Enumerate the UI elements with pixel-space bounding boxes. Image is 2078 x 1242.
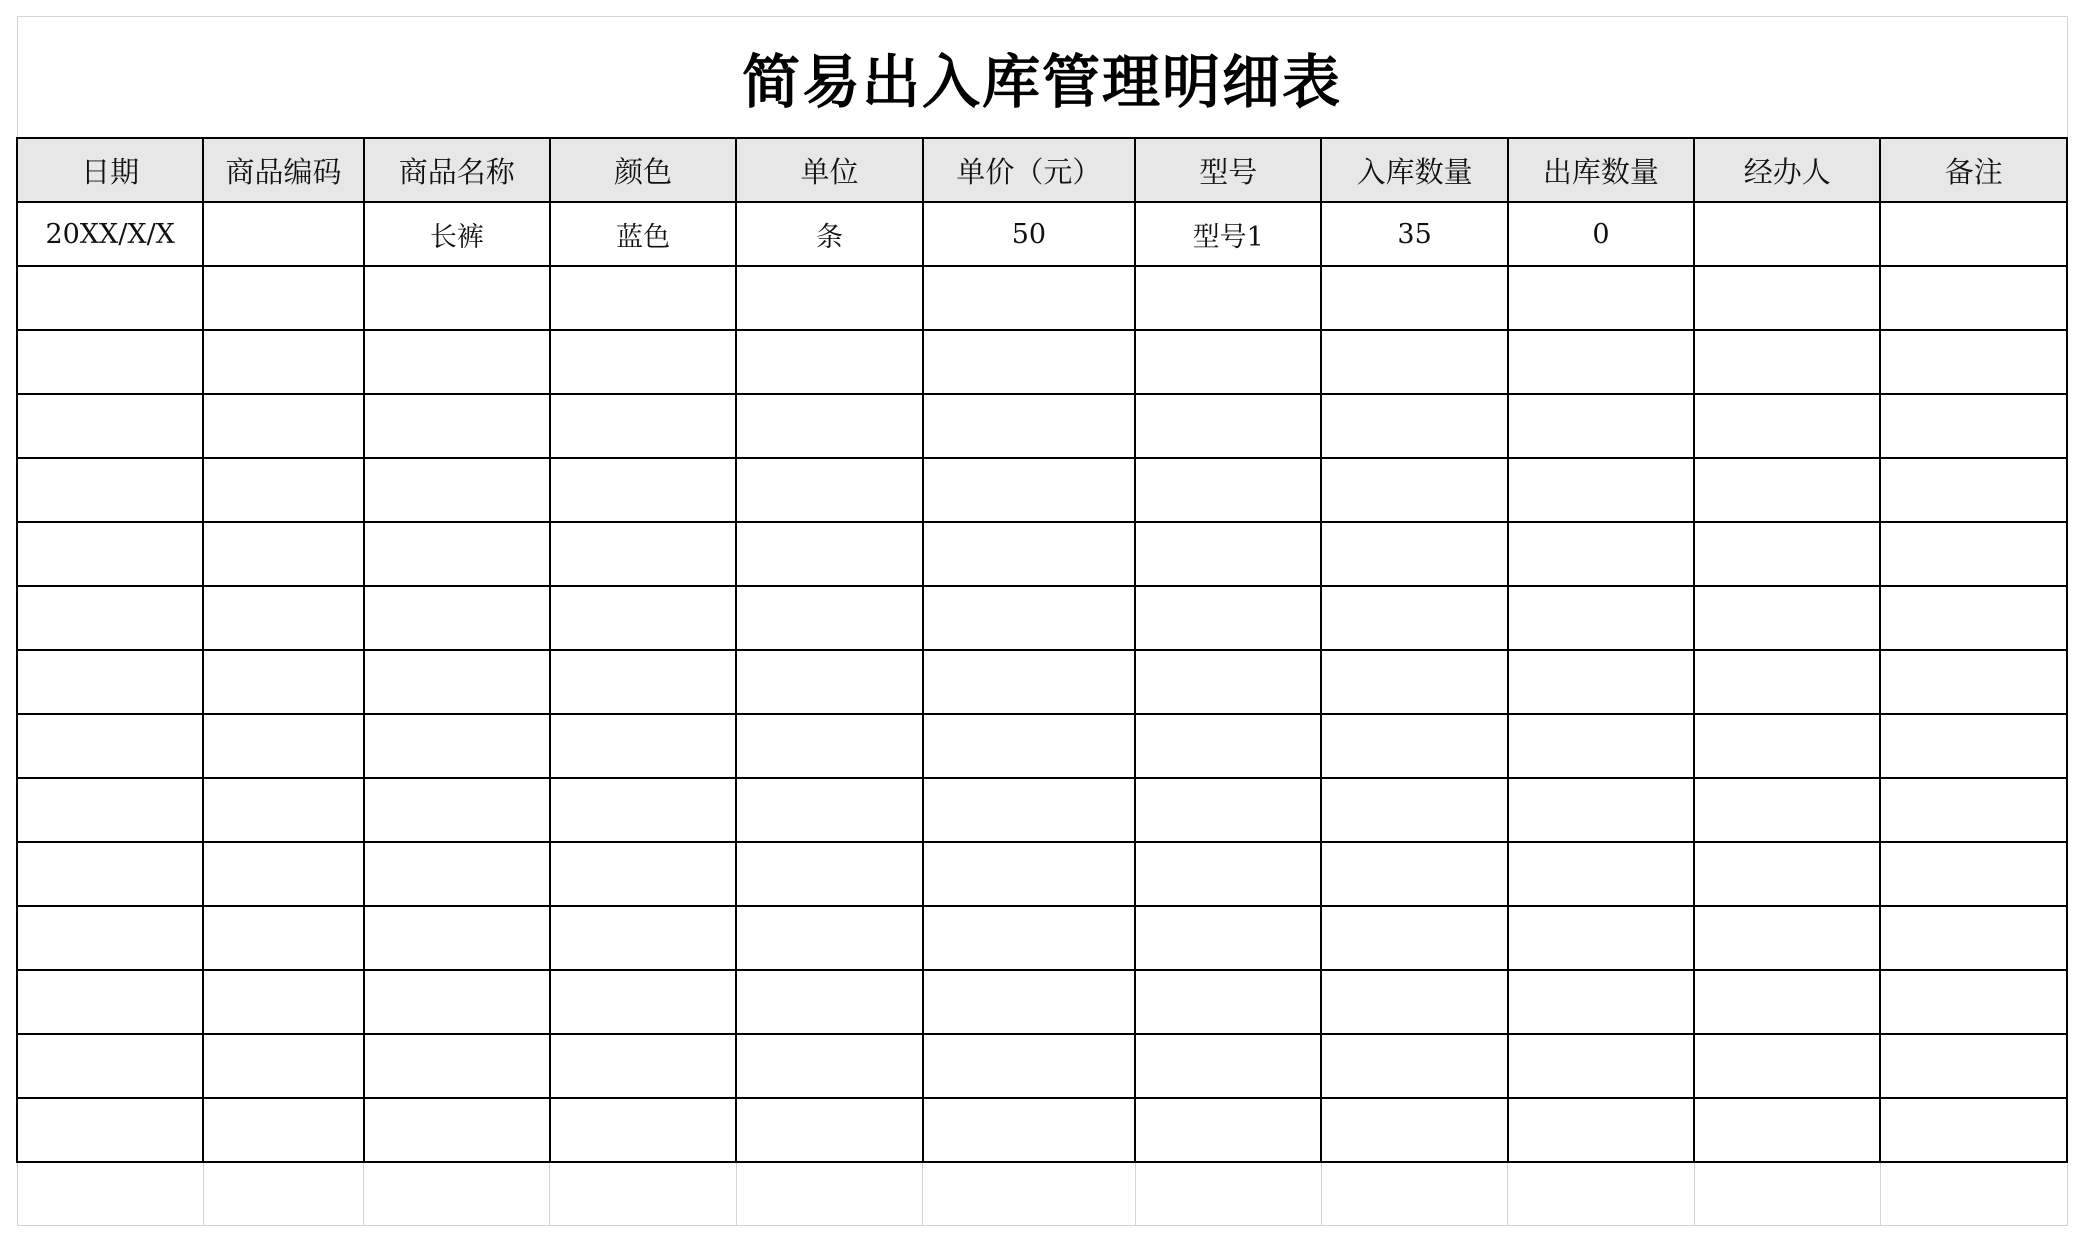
- table-cell[interactable]: [1508, 266, 1694, 330]
- table-cell[interactable]: [203, 906, 363, 970]
- table-cell[interactable]: [364, 1034, 550, 1098]
- column-header[interactable]: 入库数量: [1321, 138, 1507, 202]
- table-cell[interactable]: [736, 714, 922, 778]
- table-cell[interactable]: [203, 458, 363, 522]
- table-cell[interactable]: [1321, 650, 1507, 714]
- table-cell[interactable]: [17, 1034, 203, 1098]
- empty-table-row: [17, 714, 2067, 778]
- table-cell[interactable]: 20XX/X/X: [17, 202, 203, 266]
- table-cell[interactable]: [923, 1034, 1135, 1098]
- table-cell[interactable]: [1508, 714, 1694, 778]
- table-cell[interactable]: [364, 330, 550, 394]
- table-cell[interactable]: [923, 586, 1135, 650]
- table-cell[interactable]: [203, 970, 363, 1034]
- table-cell[interactable]: [364, 842, 550, 906]
- table-cell[interactable]: [1508, 778, 1694, 842]
- table-cell[interactable]: [364, 266, 550, 330]
- table-cell[interactable]: [1135, 714, 1321, 778]
- empty-table-row: [17, 586, 2067, 650]
- column-header[interactable]: 单位: [736, 138, 922, 202]
- table-cell[interactable]: [1321, 906, 1507, 970]
- grid-cell[interactable]: [364, 1162, 550, 1226]
- column-header[interactable]: 经办人: [1694, 138, 1880, 202]
- table-cell[interactable]: [1321, 394, 1507, 458]
- table-cell[interactable]: [364, 1098, 550, 1162]
- table-cell[interactable]: [550, 906, 736, 970]
- empty-table-row: [17, 650, 2067, 714]
- table-cell[interactable]: [736, 650, 922, 714]
- table-cell[interactable]: [203, 1098, 363, 1162]
- table-cell[interactable]: [1508, 906, 1694, 970]
- table-cell[interactable]: [1321, 330, 1507, 394]
- table-cell[interactable]: [1880, 714, 2067, 778]
- table-cell[interactable]: [1321, 970, 1507, 1034]
- table-cell[interactable]: [17, 650, 203, 714]
- table-cell[interactable]: [923, 906, 1135, 970]
- table-cell[interactable]: [1694, 650, 1880, 714]
- table-cell[interactable]: [1880, 202, 2067, 266]
- table-cell[interactable]: [1694, 714, 1880, 778]
- title-cell[interactable]: [17, 17, 2067, 139]
- table-cell[interactable]: [1508, 330, 1694, 394]
- table-cell[interactable]: [923, 458, 1135, 522]
- table-cell[interactable]: [923, 970, 1135, 1034]
- table-cell[interactable]: [550, 522, 736, 586]
- table-cell[interactable]: [1694, 1098, 1880, 1162]
- table-cell[interactable]: [1694, 266, 1880, 330]
- table-cell[interactable]: [203, 778, 363, 842]
- table-cell[interactable]: [1880, 1098, 2067, 1162]
- table-cell[interactable]: [1880, 458, 2067, 522]
- grid-cell[interactable]: [1508, 1162, 1694, 1226]
- table-cell[interactable]: [736, 266, 922, 330]
- table-cell[interactable]: [203, 1034, 363, 1098]
- table-cell[interactable]: [550, 1098, 736, 1162]
- table-cell[interactable]: [1135, 778, 1321, 842]
- table-cell[interactable]: [364, 394, 550, 458]
- table-cell[interactable]: [1135, 522, 1321, 586]
- table-cell[interactable]: [17, 970, 203, 1034]
- table-cell[interactable]: [550, 842, 736, 906]
- grid-cell[interactable]: [17, 1162, 203, 1226]
- table-cell[interactable]: [550, 458, 736, 522]
- table-cell[interactable]: [1880, 394, 2067, 458]
- table-cell[interactable]: [1694, 842, 1880, 906]
- table-cell[interactable]: [364, 778, 550, 842]
- grid-cell[interactable]: [1321, 1162, 1507, 1226]
- grid-cell[interactable]: [923, 1162, 1135, 1226]
- grid-cell[interactable]: [1880, 1162, 2067, 1226]
- table-cell[interactable]: [923, 266, 1135, 330]
- table-cell[interactable]: [1508, 1034, 1694, 1098]
- table-cell[interactable]: [550, 586, 736, 650]
- empty-table-row: [17, 970, 2067, 1034]
- table-cell[interactable]: [1880, 266, 2067, 330]
- table-cell[interactable]: [203, 330, 363, 394]
- column-header[interactable]: 商品编码: [203, 138, 363, 202]
- table-cell[interactable]: [1508, 458, 1694, 522]
- table-cell[interactable]: [736, 522, 922, 586]
- table-cell[interactable]: [550, 394, 736, 458]
- table-cell[interactable]: [364, 906, 550, 970]
- table-cell[interactable]: [1321, 1098, 1507, 1162]
- table-cell[interactable]: [203, 650, 363, 714]
- column-header[interactable]: 单价（元）: [923, 138, 1135, 202]
- table-cell[interactable]: [1694, 586, 1880, 650]
- table-cell[interactable]: [203, 522, 363, 586]
- table-cell[interactable]: [923, 522, 1135, 586]
- empty-table-row: [17, 522, 2067, 586]
- table-cell[interactable]: [736, 1098, 922, 1162]
- table-cell[interactable]: 0: [1508, 202, 1694, 266]
- table-cell[interactable]: [1321, 842, 1507, 906]
- empty-table-row: [17, 266, 2067, 330]
- grid-cell[interactable]: [736, 1162, 922, 1226]
- table-cell[interactable]: [736, 330, 922, 394]
- table-cell[interactable]: [736, 842, 922, 906]
- table-cell[interactable]: [1135, 458, 1321, 522]
- table-cell[interactable]: [17, 458, 203, 522]
- empty-table-row: [17, 906, 2067, 970]
- table-cell[interactable]: [17, 522, 203, 586]
- table-cell[interactable]: [1135, 1034, 1321, 1098]
- table-cell[interactable]: [1508, 586, 1694, 650]
- empty-table-row: [17, 842, 2067, 906]
- table-cell[interactable]: [364, 458, 550, 522]
- table-cell[interactable]: [203, 202, 363, 266]
- table-cell[interactable]: [1135, 842, 1321, 906]
- table-cell[interactable]: [1135, 906, 1321, 970]
- table-cell[interactable]: [1135, 970, 1321, 1034]
- grid-cell[interactable]: [1694, 1162, 1880, 1226]
- table-cell[interactable]: [203, 714, 363, 778]
- spreadsheet: [16, 16, 2068, 1226]
- column-header[interactable]: 型号: [1135, 138, 1321, 202]
- table-cell[interactable]: [17, 842, 203, 906]
- empty-table-row: [17, 1034, 2067, 1098]
- table-cell[interactable]: [1880, 330, 2067, 394]
- column-header[interactable]: 颜色: [550, 138, 736, 202]
- table-cell[interactable]: [736, 970, 922, 1034]
- table-cell[interactable]: [364, 586, 550, 650]
- page-title: 简易出入库管理明细表: [741, 48, 1342, 116]
- table-cell[interactable]: [1694, 458, 1880, 522]
- table-cell[interactable]: [923, 842, 1135, 906]
- table-cell[interactable]: [1321, 586, 1507, 650]
- empty-table-row: [17, 330, 2067, 394]
- table-cell[interactable]: [364, 970, 550, 1034]
- table-cell[interactable]: [17, 778, 203, 842]
- table-cell[interactable]: [923, 650, 1135, 714]
- table-cell[interactable]: [1880, 586, 2067, 650]
- table-cell[interactable]: [1880, 842, 2067, 906]
- empty-table-row: [17, 458, 2067, 522]
- table-cell[interactable]: [1135, 394, 1321, 458]
- table-cell[interactable]: [17, 586, 203, 650]
- table-cell[interactable]: [203, 266, 363, 330]
- table-cell[interactable]: [17, 714, 203, 778]
- inventory-table: [16, 16, 2068, 1226]
- table-cell[interactable]: [1880, 650, 2067, 714]
- table-cell[interactable]: 长裤: [364, 202, 550, 266]
- table-cell[interactable]: [17, 906, 203, 970]
- table-row: [17, 202, 2067, 266]
- table-cell[interactable]: [550, 970, 736, 1034]
- table-cell[interactable]: [923, 394, 1135, 458]
- table-cell[interactable]: [550, 650, 736, 714]
- table-cell[interactable]: [203, 842, 363, 906]
- table-cell[interactable]: 35: [1321, 202, 1507, 266]
- table-cell[interactable]: [736, 586, 922, 650]
- table-cell[interactable]: [1694, 906, 1880, 970]
- table-cell[interactable]: [550, 266, 736, 330]
- table-cell[interactable]: [1508, 842, 1694, 906]
- column-header[interactable]: 商品名称: [364, 138, 550, 202]
- column-header[interactable]: 日期: [17, 138, 203, 202]
- table-cell[interactable]: [736, 1034, 922, 1098]
- table-cell[interactable]: [1135, 266, 1321, 330]
- table-cell[interactable]: [550, 330, 736, 394]
- table-cell[interactable]: [364, 714, 550, 778]
- table-cell[interactable]: [203, 394, 363, 458]
- table-cell[interactable]: [550, 778, 736, 842]
- table-cell[interactable]: [1880, 1034, 2067, 1098]
- column-header[interactable]: 出库数量: [1508, 138, 1694, 202]
- table-cell[interactable]: [1880, 522, 2067, 586]
- table-cell[interactable]: [550, 714, 736, 778]
- table-cell[interactable]: [1321, 1034, 1507, 1098]
- table-cell[interactable]: [923, 714, 1135, 778]
- table-cell[interactable]: [1321, 778, 1507, 842]
- table-cell[interactable]: [923, 1098, 1135, 1162]
- table-cell[interactable]: [1880, 970, 2067, 1034]
- grid-cell[interactable]: [550, 1162, 736, 1226]
- table-cell[interactable]: [1880, 906, 2067, 970]
- table-cell[interactable]: [923, 330, 1135, 394]
- table-cell[interactable]: [203, 586, 363, 650]
- table-cell[interactable]: [736, 906, 922, 970]
- table-cell[interactable]: [1135, 586, 1321, 650]
- table-cell[interactable]: [1880, 778, 2067, 842]
- table-cell[interactable]: [1321, 266, 1507, 330]
- column-header[interactable]: 备注: [1880, 138, 2067, 202]
- empty-table-row: [17, 394, 2067, 458]
- table-cell[interactable]: [1135, 650, 1321, 714]
- table-cell[interactable]: [1694, 394, 1880, 458]
- table-cell[interactable]: [550, 1034, 736, 1098]
- table-cell[interactable]: [1694, 970, 1880, 1034]
- table-cell[interactable]: [1694, 522, 1880, 586]
- table-cell[interactable]: [923, 778, 1135, 842]
- grid-cell[interactable]: [203, 1162, 363, 1226]
- table-cell[interactable]: [1508, 1098, 1694, 1162]
- table-cell[interactable]: [1508, 394, 1694, 458]
- table-cell[interactable]: [736, 458, 922, 522]
- header-row: [17, 138, 2067, 202]
- table-cell[interactable]: [1694, 778, 1880, 842]
- sheet-gridline-row: [17, 1162, 2067, 1226]
- empty-table-row: [17, 1098, 2067, 1162]
- table-cell[interactable]: 50: [923, 202, 1135, 266]
- table-cell[interactable]: [1321, 458, 1507, 522]
- table-cell[interactable]: [1694, 330, 1880, 394]
- table-cell[interactable]: [1508, 650, 1694, 714]
- table-cell[interactable]: [1135, 1098, 1321, 1162]
- table-cell[interactable]: [1508, 970, 1694, 1034]
- table-cell[interactable]: [364, 650, 550, 714]
- table-cell[interactable]: [736, 778, 922, 842]
- table-cell[interactable]: [17, 330, 203, 394]
- table-cell[interactable]: [1321, 522, 1507, 586]
- table-cell[interactable]: [364, 522, 550, 586]
- table-cell[interactable]: 型号1: [1135, 202, 1321, 266]
- table-cell[interactable]: [17, 394, 203, 458]
- table-cell[interactable]: 蓝色: [550, 202, 736, 266]
- table-cell[interactable]: [17, 1098, 203, 1162]
- table-cell[interactable]: [736, 394, 922, 458]
- grid-cell[interactable]: [1135, 1162, 1321, 1226]
- empty-table-row: [17, 778, 2067, 842]
- table-cell[interactable]: [17, 266, 203, 330]
- table-cell[interactable]: 条: [736, 202, 922, 266]
- table-cell[interactable]: [1694, 202, 1880, 266]
- table-cell[interactable]: [1135, 330, 1321, 394]
- table-cell[interactable]: [1508, 522, 1694, 586]
- table-cell[interactable]: [1694, 1034, 1880, 1098]
- table-cell[interactable]: [1321, 714, 1507, 778]
